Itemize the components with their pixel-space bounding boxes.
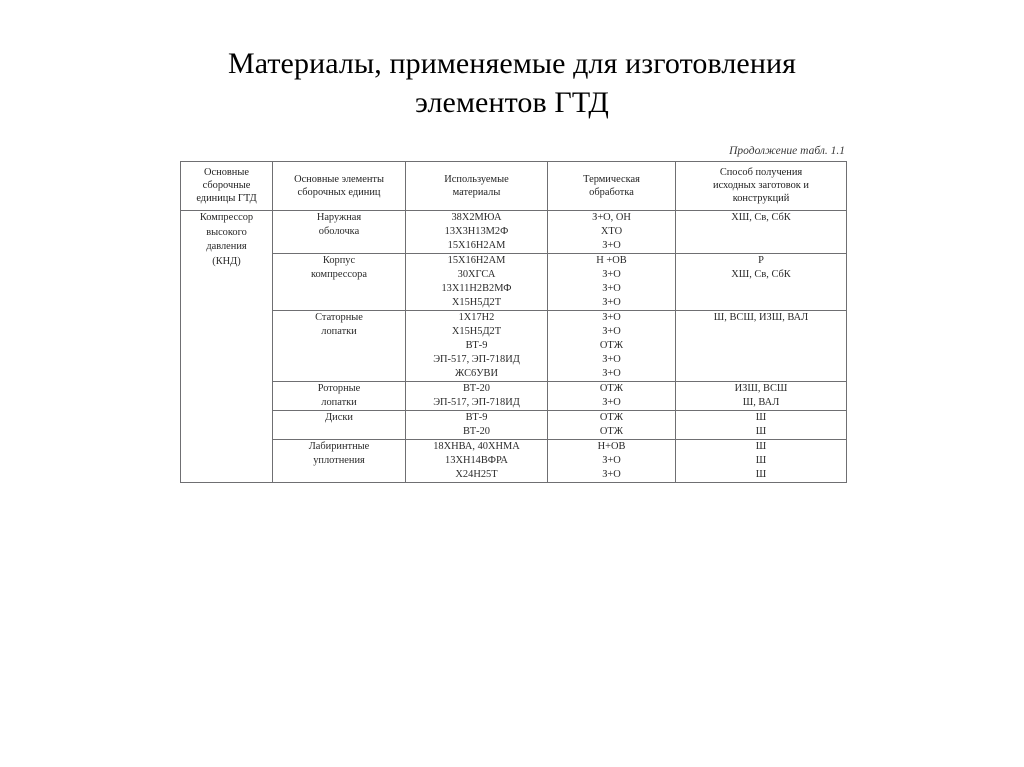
material-line: ВТ-9 [465,412,488,423]
page-title-line-2: элементов ГТД [415,86,609,119]
element-line: оболочка [318,226,360,237]
cell-materials [406,440,548,483]
material-line: 15Х16Н2АМ [447,255,506,266]
cell-element [273,411,406,440]
element-line: Роторные [317,383,361,394]
cell-heat-treatment [548,440,676,483]
heat-line: З+О [602,312,621,323]
page-title [120,44,904,122]
header-line: единицы ГТД [196,193,257,204]
material-line: ВТ-9 [465,340,488,351]
element-line: уплотнения [313,455,365,466]
heat-line: З+О [602,397,621,408]
column-header-elements [273,162,406,211]
header-line: Основные элементы [294,173,384,185]
table-row [181,211,847,254]
heat-line: З+О [602,368,621,379]
materials-table-container [180,161,846,483]
header-line: Основные [204,167,249,178]
heat-line: ОТЖ [599,383,624,394]
material-line: 13Х11Н2В2МФ [441,283,512,294]
header-line: обработка [589,186,634,198]
header-line: сборочных единиц [297,186,381,198]
page-title-line-1: Материалы, применяемые для изготовления [227,47,797,80]
header-line: Способ получения [719,167,803,178]
cell-production-method [676,411,847,440]
method-line: Ш, ВСШ, ИЗШ, ВАЛ [713,312,809,323]
table-header [181,162,847,211]
cell-production-method [676,211,847,254]
material-line: Х24Н25Т [455,469,498,480]
material-line: 30ХГСА [457,269,496,280]
header-line: Используемые [444,173,509,185]
method-line: Ш [755,455,767,466]
cell-materials [406,382,548,411]
heat-line: З+О [602,455,621,466]
method-line: ХШ, Св, СбК [731,269,791,280]
method-line: Ш, ВАЛ [742,397,780,408]
heat-line: ОТЖ [599,426,624,437]
heat-line: З+О [602,297,621,308]
material-line: 18ХНВА, 40ХНМА [433,441,520,452]
cell-element [273,254,406,311]
element-line: Диски [325,412,353,423]
cell-materials [406,211,548,254]
material-line: ВТ-20 [463,383,490,394]
cell-heat-treatment [548,411,676,440]
material-line: ЭП-517, ЭП-718ИД [433,397,520,408]
material-line: 13Х3Н13М2Ф [444,226,509,237]
cell-heat-treatment [548,382,676,411]
cell-production-method [676,440,847,483]
table-row [181,311,847,382]
table-body [181,211,847,483]
element-line: Корпус [322,255,356,266]
material-line: Х15Н5Д2Т [451,326,502,337]
method-line: Р [758,255,764,266]
heat-line: З+О [602,469,621,480]
column-header-materials [406,162,548,211]
table-row [181,382,847,411]
materials-table [180,161,847,483]
cell-materials [406,411,548,440]
material-line: ВТ-20 [463,426,490,437]
cell-assembly-unit [181,211,273,483]
table-row [181,254,847,311]
cell-production-method [676,382,847,411]
method-line: Ш [755,426,767,437]
element-line: Лабиринтные [308,441,370,452]
cell-element [273,440,406,483]
header-line: Термическая [583,173,640,185]
table-header-row [181,162,847,211]
cell-element [273,382,406,411]
heat-line: ОТЖ [599,340,624,351]
material-line: ЖС6УВИ [455,368,498,379]
cell-heat-treatment [548,311,676,382]
material-line: 13ХН14ВФРА [445,455,508,466]
method-line: Ш [755,441,767,452]
header-line: конструкций [732,193,790,204]
material-line: 1Х17Н2 [458,312,495,323]
element-line: компрессора [311,269,367,280]
column-header-production-method [676,162,847,211]
material-line: ЭП-517, ЭП-718ИД [433,354,520,365]
method-line: ХШ, Св, СбК [731,212,791,223]
cell-heat-treatment [548,254,676,311]
cell-materials [406,311,548,382]
material-line: Х15Н5Д2Т [451,297,502,308]
cell-element [273,311,406,382]
header-line: исходных заготовок и [713,180,809,191]
cell-production-method [676,311,847,382]
header-line: сборочные [202,180,251,191]
table-row [181,440,847,483]
cell-element [273,211,406,254]
heat-line: Н +ОВ [596,255,627,266]
cell-heat-treatment [548,211,676,254]
heat-line: З+О [602,283,621,294]
column-header-assembly-units [181,162,273,211]
assembly-unit-line: давления [206,241,247,252]
heat-line: З+О [602,354,621,365]
heat-line: З+О [602,326,621,337]
material-line: 15Х16Н2АМ [447,240,506,251]
heat-line: З+О, ОН [592,212,631,223]
heat-line: ХТО [600,226,623,237]
method-line: Ш [755,469,767,480]
element-line: Наружная [316,212,362,223]
element-line: лопатки [321,397,357,408]
header-line: материалы [452,186,501,198]
heat-line: З+О [602,269,621,280]
method-line: Ш [755,412,767,423]
element-line: лопатки [321,326,357,337]
cell-production-method [676,254,847,311]
heat-line: З+О [602,240,621,251]
element-line: Статорные [315,312,363,323]
column-header-heat-treatment [548,162,676,211]
heat-line: ОТЖ [599,412,624,423]
material-line: 38Х2МЮА [451,212,502,223]
assembly-unit-line: (КНД) [212,255,241,267]
cell-materials [406,254,548,311]
method-line: ИЗШ, ВСШ [734,383,788,394]
heat-line: Н+ОВ [597,441,626,452]
table-row [181,411,847,440]
assembly-unit-line: высокого [206,226,247,238]
table-caption: Продолжение табл. 1.1 [729,145,845,157]
assembly-unit-line: Компрессор [199,212,254,223]
